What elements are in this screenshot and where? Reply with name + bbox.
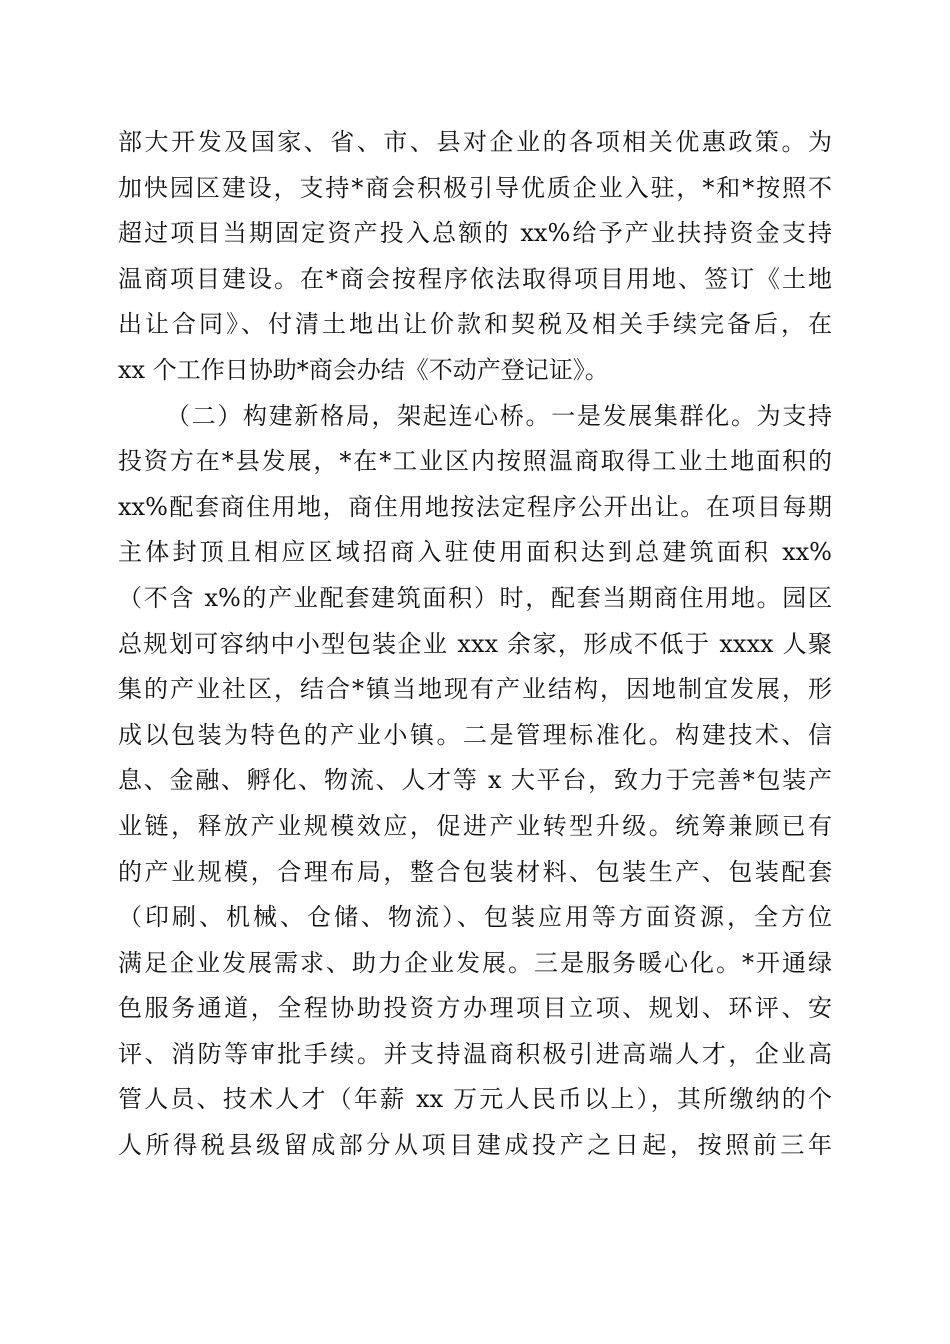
paragraph-policy-support <box>118 120 832 394</box>
text-line: 投资方在*县发展，*在*工业区内按照温商取得工业土地面积的 <box>118 447 832 476</box>
text-line: 业链，释放产业规模效应，促进产业转型升级。统筹兼顾已有 <box>118 811 832 840</box>
text-line: xx 个工作日协助*商会办结《不动产登记证》。 <box>118 355 609 384</box>
text-line: 加快园区建设，支持*商会积极引导优质企业入驻，*和*按照不 <box>118 173 832 202</box>
text-line: 的产业规模，合理布局，整合包装材料、包装生产、包装配套 <box>118 857 832 886</box>
text-line: 色服务通道，全程协助投资方办理项目立项、规划、环评、安 <box>118 994 832 1023</box>
text-line: xx%配套商住用地，商住用地按法定程序公开出让。在项目每期 <box>118 492 832 521</box>
text-line: 温商项目建设。在*商会按程序依法取得项目用地、签订《土地 <box>118 264 832 293</box>
paragraph-new-pattern <box>118 394 832 1169</box>
paragraph-heading-line: （二）构建新格局，架起连心桥。一是发展集群化。为支持 <box>166 401 832 430</box>
text-line: 部大开发及国家、省、市、县对企业的各项相关优惠政策。为 <box>118 128 832 156</box>
text-line: 人所得税县级留成部分从项目建成投产之日起，按照前三年 <box>118 1131 832 1160</box>
text-line: 评、消防等审批手续。并支持温商积极引进高端人才，企业高 <box>118 1039 832 1068</box>
text-line: （印刷、机械、仓储、物流）、包装应用等方面资源，全方位 <box>118 903 832 932</box>
text-line: 超过项目当期固定资产投入总额的 xx%给予产业扶持资金支持 <box>118 219 832 248</box>
text-line: （不含 x%的产业配套建筑面积）时，配套当期商住用地。园区 <box>118 583 832 612</box>
text-line: 息、金融、孵化、物流、人才等 x 大平台，致力于完善*包装产 <box>118 766 832 795</box>
text-line: 满足企业发展需求、助力企业发展。三是服务暖心化。*开通绿 <box>118 948 832 977</box>
text-line: 集的产业社区，结合*镇当地现有产业结构，因地制宜发展，形 <box>118 675 832 704</box>
body-text <box>118 120 832 1169</box>
text-line: 总规划可容纳中小型包装企业 xxx 余家，形成不低于 xxxx 人聚 <box>118 629 832 658</box>
text-line: 管人员、技术人才（年薪 xx 万元人民币以上），其所缴纳的个 <box>118 1085 832 1114</box>
text-line: 出让合同》、付清土地出让价款和契税及相关手续完备后，在 <box>118 310 832 339</box>
text-line: 成以包装为特色的产业小镇。二是管理标准化。构建技术、信 <box>118 720 832 749</box>
text-line: 主体封顶且相应区域招商入驻使用面积达到总建筑面积 xx% <box>118 538 832 567</box>
